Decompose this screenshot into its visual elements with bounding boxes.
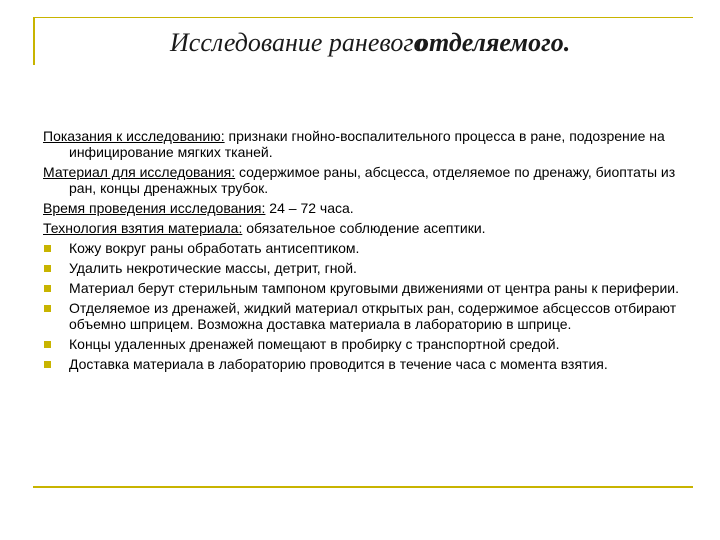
steps-list	[43, 240, 688, 372]
list-item	[43, 280, 688, 296]
square-bullet-icon	[44, 305, 51, 312]
frame-top-line	[33, 17, 693, 18]
list-item	[43, 240, 688, 256]
list-item-text: Кожу вокруг раны обработать антисептиком.	[69, 240, 360, 256]
paragraph-label: Показания к исследованию:	[43, 128, 225, 144]
frame-left-line	[33, 17, 35, 65]
list-item-text: Удалить некротические массы, детрит, гной.	[69, 260, 357, 276]
list-item-text: Отделяемое из дренажей, жидкий материал открытых ран, содержимое абсцессов отбирают объемно шприцем. Возможна доставка материала в лабораторию в шприце.	[69, 300, 677, 332]
paragraph-label: Материал для исследования:	[43, 164, 236, 180]
paragraph-text: 24 – 72 часа.	[265, 200, 354, 216]
paragraph-time	[43, 200, 688, 216]
square-bullet-icon	[44, 341, 51, 348]
paragraph-material	[43, 164, 688, 196]
paragraph-technology	[43, 220, 688, 236]
slide-title	[170, 22, 610, 68]
frame-bottom-line	[33, 486, 693, 488]
list-item-text: Концы удаленных дренажей помещают в пробирку с транспортной средой.	[69, 336, 560, 352]
square-bullet-icon	[44, 285, 51, 292]
list-item	[43, 356, 688, 372]
paragraph-text: признаки гнойно-воспалительного процесса в ране, подозрение на инфицирование мягких тканей.	[69, 128, 665, 160]
slide-content	[43, 128, 688, 376]
square-bullet-icon	[44, 245, 51, 252]
list-item-text: Доставка материала в лабораторию проводится в течение часа с момента взятия.	[69, 356, 608, 372]
paragraph-text: содержимое раны, абсцесса, отделяемое по дренажу, биоптаты из ран, концы дренажных трубок.	[69, 164, 676, 196]
paragraph-label: Технология взятия материала:	[43, 220, 243, 236]
square-bullet-icon	[44, 265, 51, 272]
list-item	[43, 300, 688, 332]
list-item	[43, 336, 688, 352]
paragraph-text: обязательное соблюдение асептики.	[242, 220, 486, 236]
square-bullet-icon	[44, 361, 51, 368]
list-item	[43, 260, 688, 276]
list-item-text: Материал берут стерильным тампоном круговыми движениями от центра раны к периферии.	[69, 280, 679, 296]
paragraph-label: Время проведения исследования:	[43, 200, 266, 216]
title-main: Исследование раневого	[170, 28, 427, 57]
paragraph-indications	[43, 128, 688, 160]
title-overlap: отделяемого.	[416, 28, 571, 57]
